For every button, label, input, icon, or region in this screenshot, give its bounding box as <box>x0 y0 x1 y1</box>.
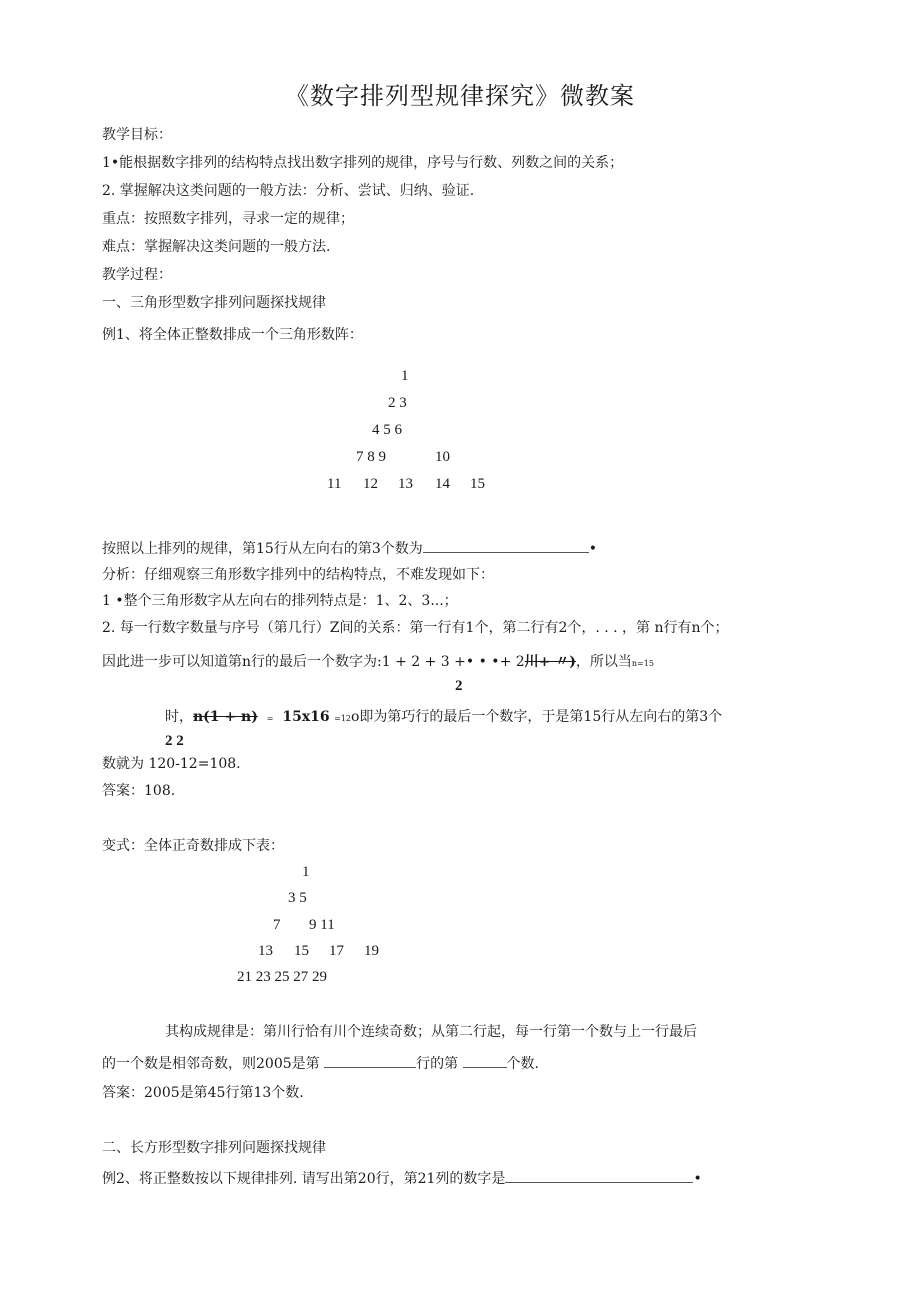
question-1 <box>102 538 597 559</box>
key-point: 重点：按照数字排列，寻求一定的规律； <box>102 211 354 227</box>
when-fraction: n(1 + n) <box>193 709 258 725</box>
when-value: 15x16 <box>282 709 330 725</box>
process-heading: 教学过程： <box>102 267 172 283</box>
answer-1: 答案：108. <box>102 783 176 799</box>
triangle1-row-5-n2: 12 <box>363 476 378 492</box>
when-denominators: 2 2 <box>165 733 184 749</box>
when-rest: o即为第巧行的最后一个数字，于是第15行从左向右的第3个 <box>351 709 723 725</box>
variant-row-4-n2: 15 <box>294 943 309 959</box>
goal-heading: 教学目标： <box>102 127 172 143</box>
triangle1-row-4: 7 8 9 <box>356 449 386 465</box>
goal-1: 1•能根据数字排列的结构特点找出数字排列的规律，序号与行数、列数之间的关系； <box>102 155 624 171</box>
variant-row-3a: 7 <box>273 917 281 933</box>
derivation-cont: ，所以当 <box>575 654 632 670</box>
variant-rule-2b: 行的第 <box>416 1056 459 1072</box>
difficulty: 难点：掌握解决这类问题的一般方法. <box>102 239 331 255</box>
triangle1-row-2: 2 3 <box>388 395 407 411</box>
when-subscript: =12 <box>334 714 351 723</box>
analysis-point-1: 1 •整个三角形数字从左向右的排列特点是：1、2、3...； <box>102 593 458 609</box>
derivation-fraction: 川+ 〃) <box>524 654 576 670</box>
derivation-line <box>102 652 654 674</box>
variant-rule-1: 其构成规律是：第川行恰有川个连续奇数；从第二行起，每一行第一个数与上一行最后 <box>165 1024 697 1040</box>
section-2-heading: 二、长方形型数字排列问题探找规律 <box>102 1140 326 1156</box>
variant-row-5: 21 23 25 27 29 <box>237 969 327 985</box>
variant-row-4-n4: 19 <box>364 943 379 959</box>
analysis-intro: 分析：仔细观察三角形数字排列中的结构特点，不难发现如下： <box>102 567 494 583</box>
when-line <box>165 707 722 729</box>
section-1-heading: 一、三角形型数字排列问题探找规律 <box>102 295 326 311</box>
triangle1-row-5-n3: 13 <box>398 476 413 492</box>
answer-blank-row[interactable] <box>324 1053 416 1068</box>
triangle1-row-5-n4: 14 <box>435 476 450 492</box>
variant-answer: 答案：2005是第45行第13个数. <box>102 1085 304 1101</box>
answer-blank-2[interactable] <box>505 1168 693 1183</box>
example-2-text: 例2、将正整数按以下规律排列. 请写出第20行，第21列的数字是 <box>102 1171 506 1187</box>
derivation-subscript: n=15 <box>631 659 654 668</box>
variant-heading: 变式：全体正奇数排成下表： <box>102 838 284 854</box>
triangle1-row-3: 4 5 6 <box>372 422 402 438</box>
goal-2: 2. 掌握解决这类问题的一般方法：分析、尝试、归纳、验证. <box>102 183 475 199</box>
variant-row-1: 1 <box>302 864 310 880</box>
derivation-text: 因此进一步可以知道第n行的最后一个数字为:1 + 2 + 3 +• • •+ 2 <box>102 654 525 670</box>
question-1-text: 按照以上排列的规律，第15行从左向右的第3个数为 <box>102 541 423 557</box>
triangle1-row-1: 1 <box>401 368 409 384</box>
triangle1-row-5-n5: 15 <box>470 476 485 492</box>
question-1-end: • <box>588 541 597 557</box>
variant-row-4-n1: 13 <box>258 943 273 959</box>
example-2 <box>102 1168 702 1189</box>
derivation-denominator: 2 <box>455 678 463 694</box>
when-eq: = <box>266 714 274 723</box>
variant-row-2: 3 5 <box>288 890 307 906</box>
answer-blank-position[interactable] <box>463 1053 507 1068</box>
variant-row-4-n3: 17 <box>329 943 344 959</box>
variant-row-3b: 9 11 <box>309 917 335 933</box>
variant-rule-2 <box>102 1053 539 1074</box>
triangle1-row-5-n1: 11 <box>327 476 342 492</box>
analysis-point-2: 2. 每一行数字数量与序号（第几行）Z间的关系：第一行有1个，第二行有2个，. . . ，第 n行有n个； <box>102 620 729 636</box>
example-1: 例1、将全体正整数排成一个三角形数阵： <box>102 327 363 343</box>
page-title: 《数字排列型规律探究》微教案 <box>285 82 635 110</box>
result-line: 数就为 120-12=108. <box>102 756 241 772</box>
variant-rule-2c: 个数. <box>506 1056 539 1072</box>
answer-blank-1[interactable] <box>423 538 589 553</box>
example-2-end: • <box>693 1171 702 1187</box>
triangle1-row-4-extra: 10 <box>435 449 450 465</box>
variant-rule-2a: 的一个数是相邻奇数，则2005是第 <box>102 1056 320 1072</box>
when-text: 时， <box>165 709 193 725</box>
